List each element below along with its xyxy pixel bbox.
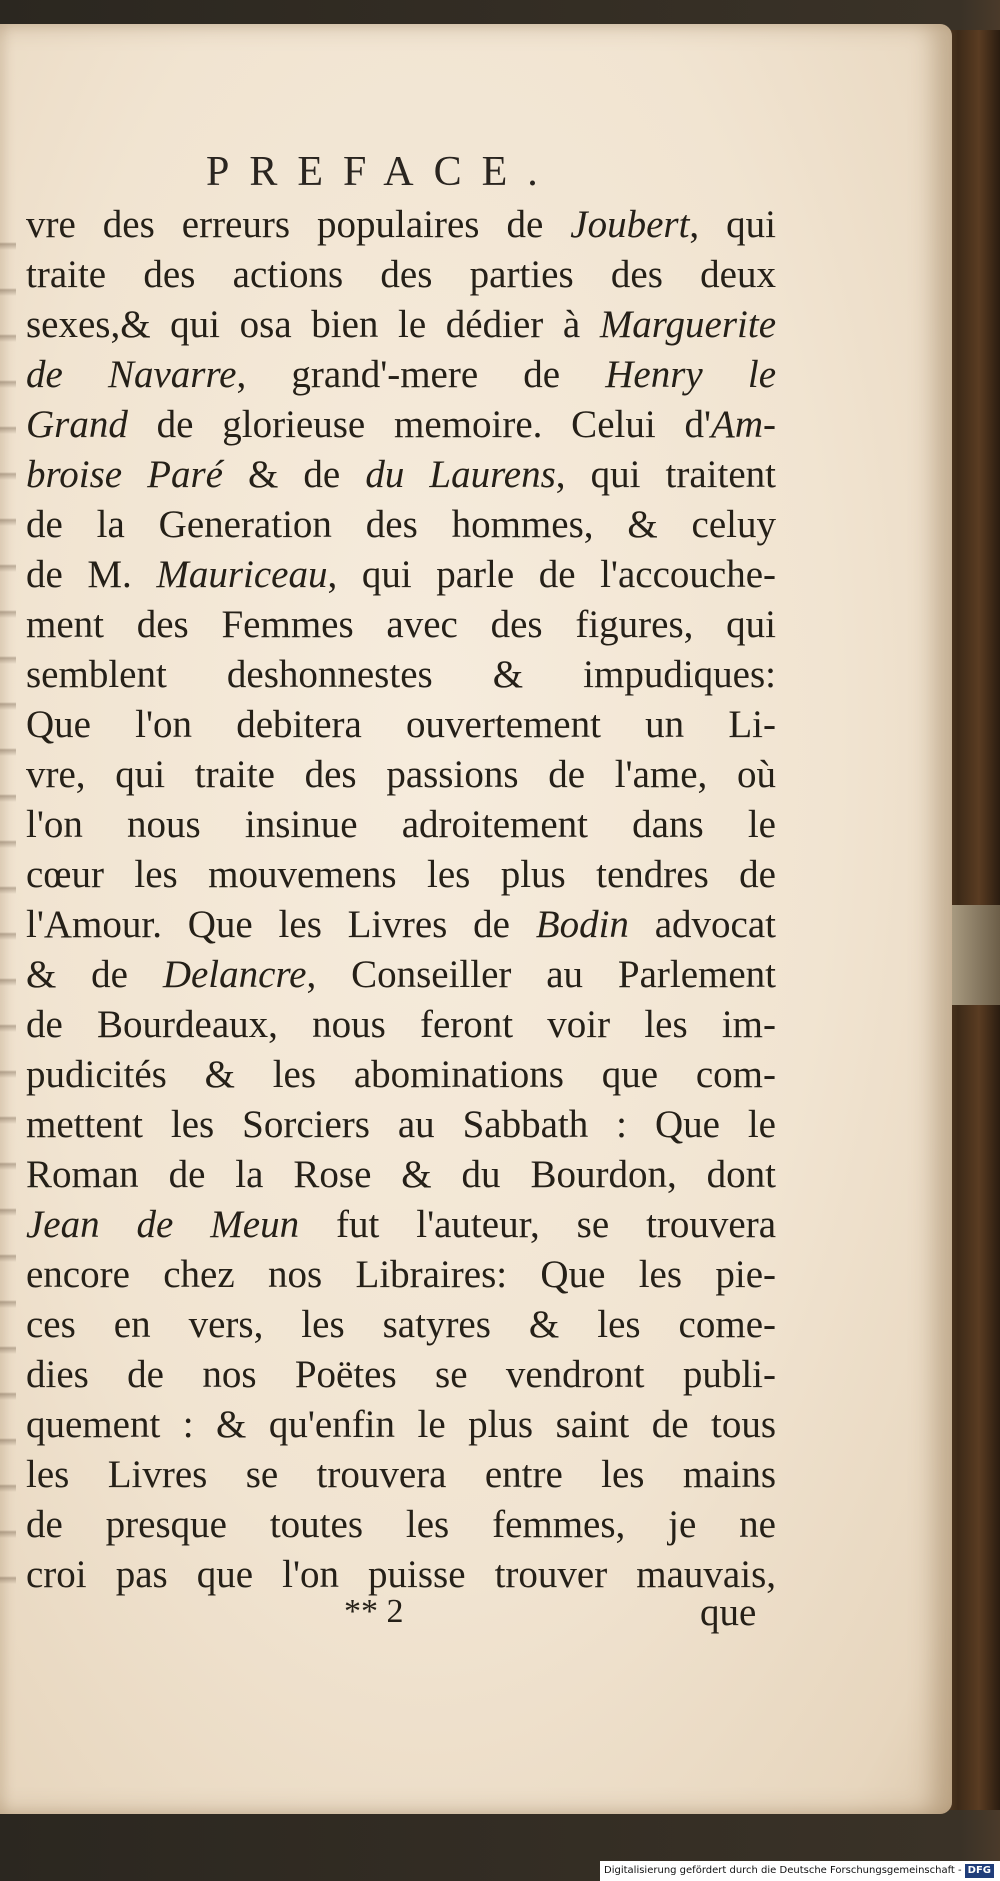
text-segment: Grand (26, 403, 128, 446)
text-segment: mettent les Sorciers au Sabbath : Que le (26, 1103, 776, 1146)
text-segment: de Navarre (26, 353, 237, 396)
text-line (26, 650, 776, 700)
text-segment: l'Amour. Que les Livres de (26, 903, 536, 946)
text-line (26, 1200, 776, 1250)
text-segment: les Livres se trouvera entre les mains (26, 1453, 776, 1496)
text-segment: Bodin (535, 903, 629, 946)
text-segment: , qui parle de l'accouche- (327, 553, 776, 596)
text-segment: traite des actions des parties des deux (26, 253, 776, 296)
catchword: que (700, 1591, 757, 1634)
digitization-credit (600, 1861, 1000, 1881)
text-segment: , grand'-mere de (236, 353, 606, 396)
text-line (26, 850, 776, 900)
text-segment: croi pas que l'on puisse trouver mauvais, (26, 1553, 776, 1596)
text-segment: Mauriceau (156, 553, 328, 596)
body-text (26, 200, 776, 1600)
text-segment: Am- (711, 403, 776, 446)
text-line (26, 700, 776, 750)
text-segment: , qui (689, 203, 776, 246)
text-segment: quement : & qu'enfin le plus saint de tous (26, 1403, 776, 1446)
text-segment: ment des Femmes avec des figures, qui (26, 603, 776, 646)
text-line (26, 300, 776, 350)
text-segment: de presque toutes les femmes, je ne (26, 1503, 776, 1546)
text-line (26, 500, 776, 550)
text-line (26, 450, 776, 500)
text-segment: vre des erreurs populaires de (26, 203, 571, 246)
text-segment: dies de nos Poëtes se vendront publi- (26, 1353, 776, 1396)
text-line (26, 1150, 776, 1200)
text-line (26, 350, 776, 400)
text-segment: pudicités & les abominations que com- (26, 1053, 776, 1096)
text-segment: vre, qui traite des passions de l'ame, où (26, 753, 776, 796)
text-line (26, 1250, 776, 1300)
text-segment: du Laurens (365, 453, 556, 496)
text-line (26, 900, 776, 950)
text-segment: , qui traitent (555, 453, 776, 496)
text-line (26, 1500, 776, 1550)
text-segment: de la Generation des hommes, & celuy (26, 503, 776, 546)
text-line (26, 1000, 776, 1050)
text-line (26, 1350, 776, 1400)
text-segment: de glorieuse memoire. Celui d' (127, 403, 712, 446)
text-segment: Roman de la Rose & du Bourdon, dont (26, 1153, 776, 1196)
running-head: PREFACE. (206, 149, 558, 195)
text-line (26, 950, 776, 1000)
text-segment: encore chez nos Libraires: Que les pie- (26, 1253, 776, 1296)
text-line (26, 600, 776, 650)
text-segment: Delancre (162, 953, 307, 996)
text-segment: Jean de Meun (26, 1203, 300, 1246)
text-segment: cœur les mouvemens les plus tendres de (26, 853, 776, 896)
text-line (26, 1300, 776, 1350)
text-segment: & de (26, 953, 163, 996)
text-line (26, 1100, 776, 1150)
text-line (26, 400, 776, 450)
text-line (26, 750, 776, 800)
text-segment: advocat (628, 903, 776, 946)
text-segment: l'on nous insinue adroitement dans le (26, 803, 776, 846)
text-line (26, 550, 776, 600)
credit-text: Digitalisierung gefördert durch die Deutsche Forschungsgemeinschaft - (604, 1865, 962, 1876)
text-segment: sexes,& qui osa bien le dédier à (26, 303, 600, 346)
dfg-logo-badge: DFG (965, 1864, 994, 1878)
text-segment: & de (222, 453, 366, 496)
text-segment: broise Paré (26, 453, 223, 496)
text-segment: de M. (26, 553, 157, 596)
text-segment: Marguerite (599, 303, 776, 346)
text-line (26, 800, 776, 850)
text-segment: Joubert (570, 203, 690, 246)
text-segment: semblent deshonnestes & impudiques: (26, 653, 776, 696)
text-line (26, 200, 776, 250)
gutter-shadow (0, 204, 16, 1604)
text-line (26, 1400, 776, 1450)
text-segment: , Conseiller au Parlement (306, 953, 776, 996)
text-segment: fut l'auteur, se trouvera (299, 1203, 776, 1246)
text-segment: ces en vers, les satyres & les come- (26, 1303, 776, 1346)
text-line (26, 250, 776, 300)
text-segment: de Bourdeaux, nous feront voir les im- (26, 1003, 776, 1046)
text-line (26, 1050, 776, 1100)
signature-mark: ** 2 (344, 1593, 404, 1630)
text-segment: Que l'on debitera ouvertement un Li- (26, 703, 776, 746)
text-segment: Henry le (605, 353, 776, 396)
text-line (26, 1450, 776, 1500)
